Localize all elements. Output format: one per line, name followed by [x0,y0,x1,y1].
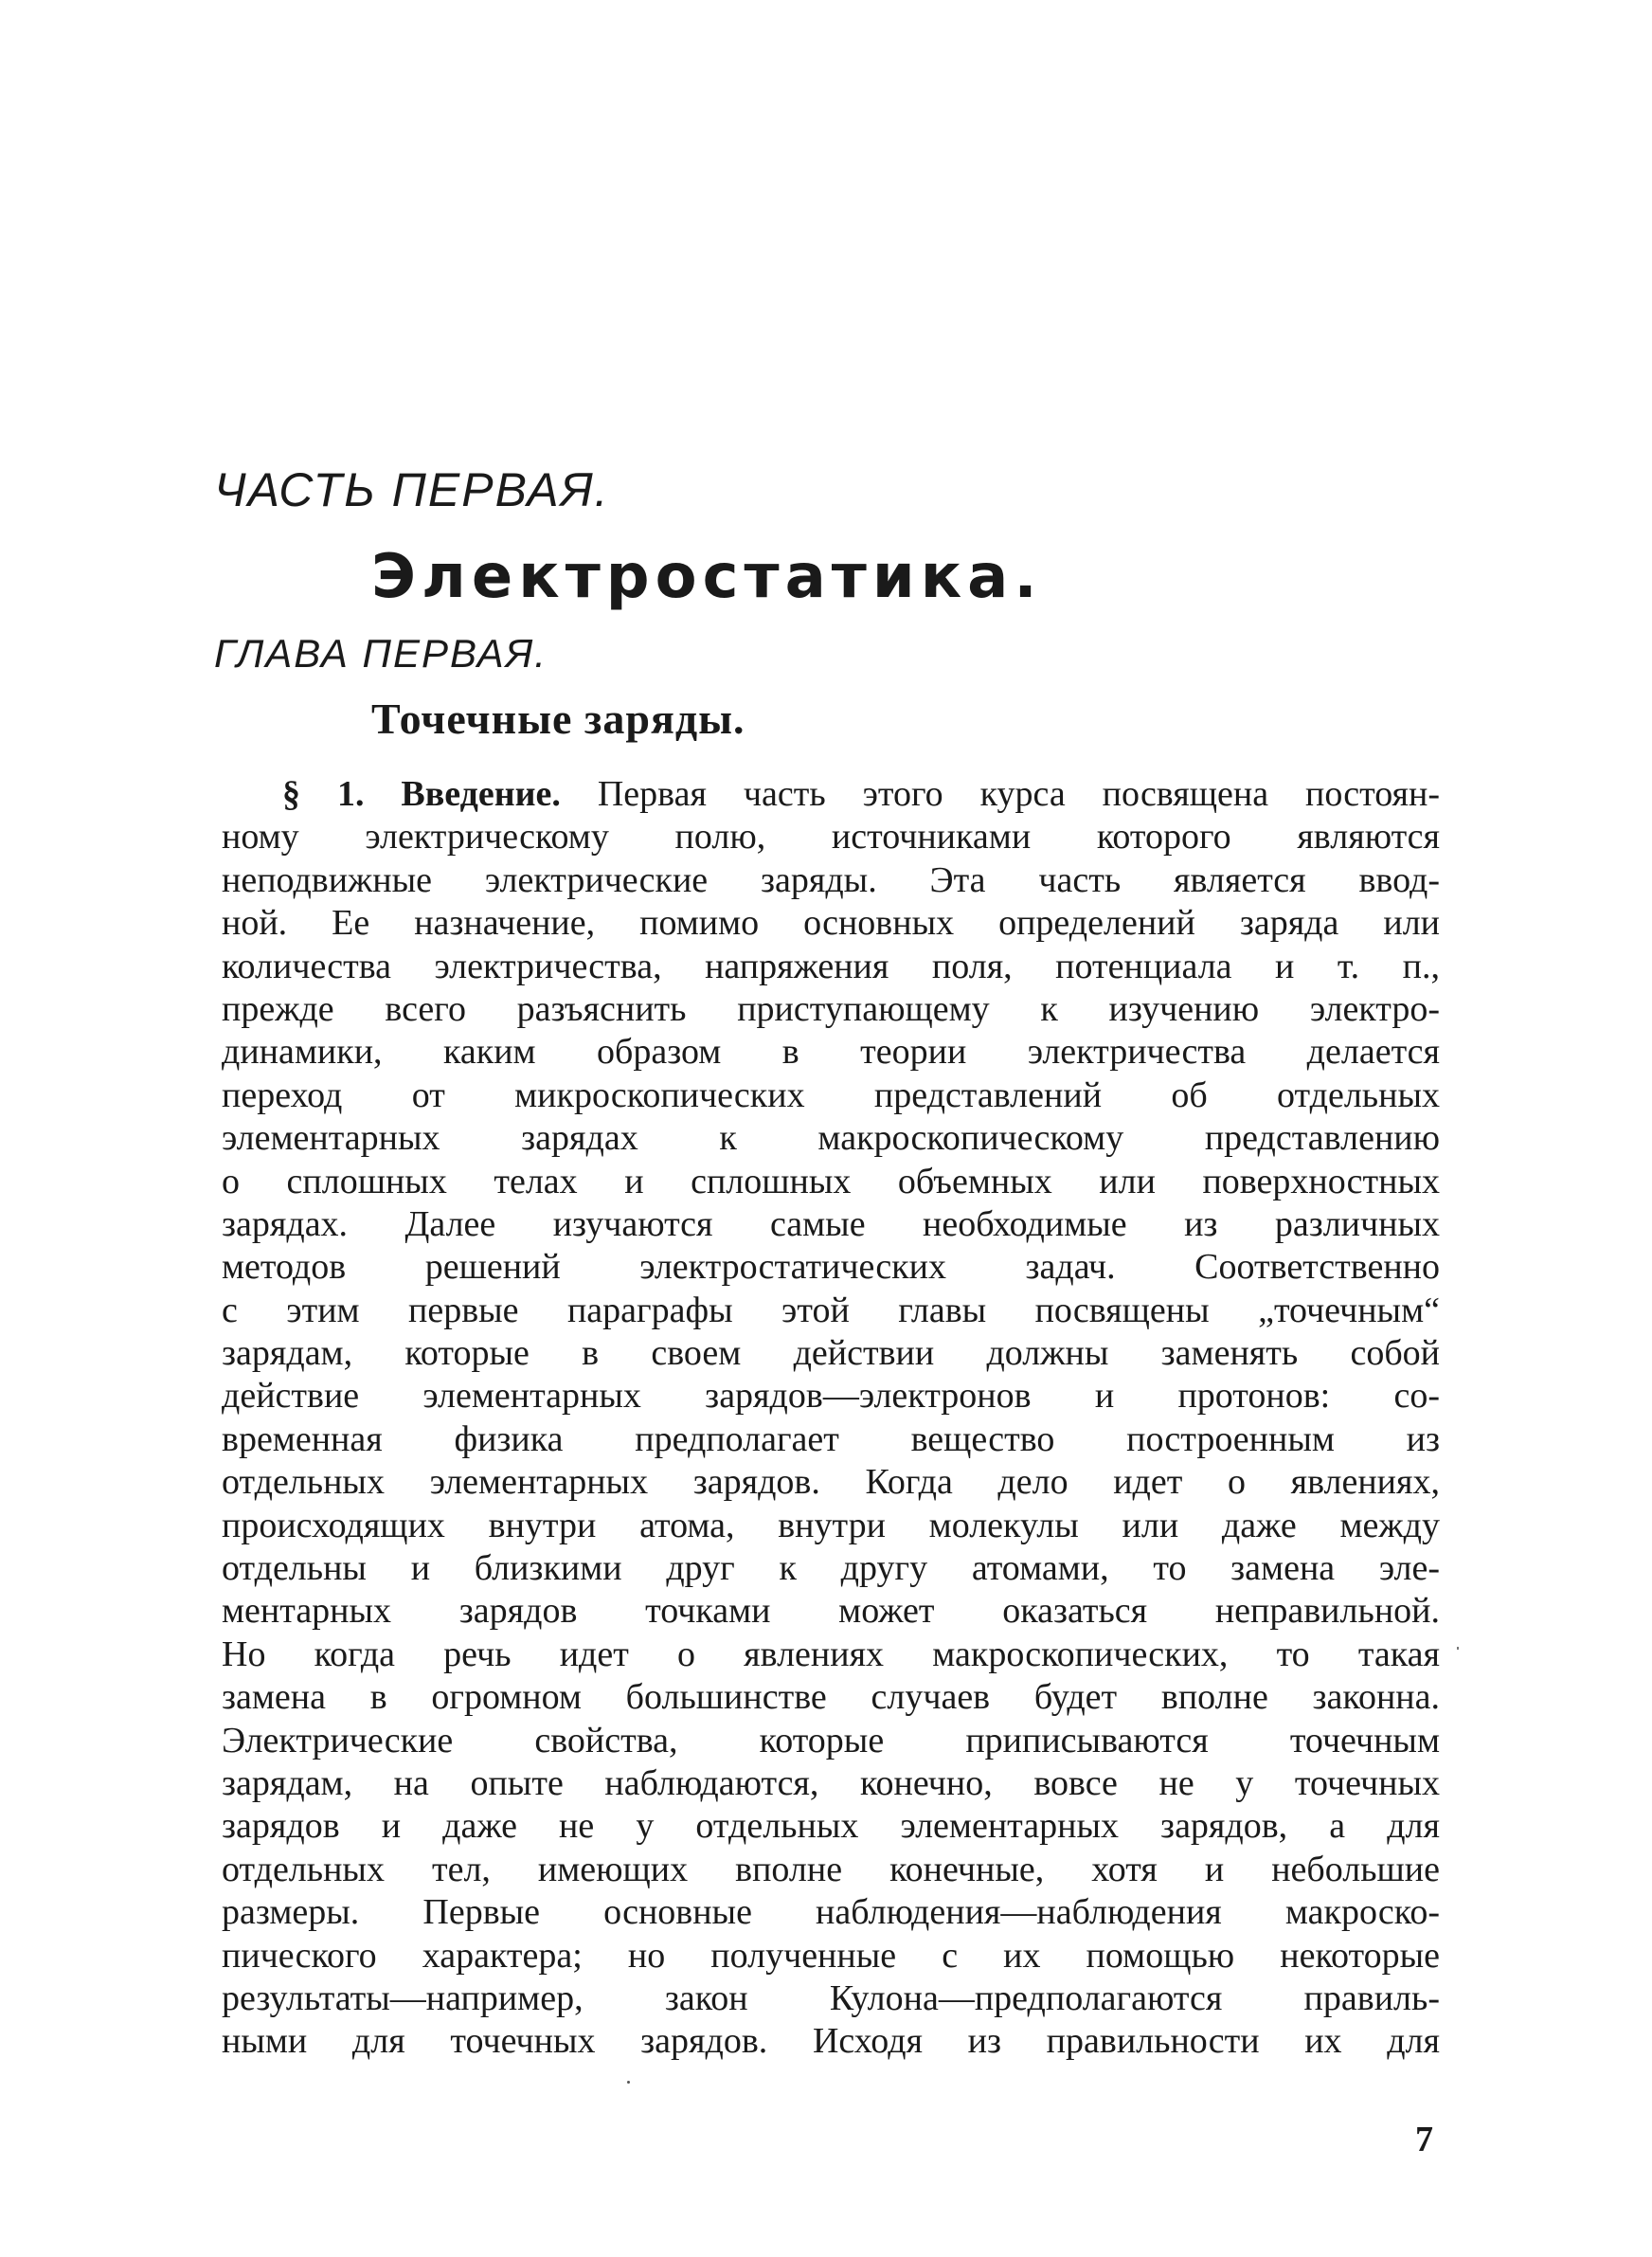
part-title: ЧАСТЬ ПЕРВАЯ. [214,463,610,516]
text-line: зарядах. Далее изучаются самые необходимые из различных [222,1203,1440,1244]
first-line-text: Первая часть этого курса посвящена постоян- [597,774,1441,814]
text-line: ными для точечных зарядов. Исходя из правильности их для [222,2021,1440,2062]
text-line: с этим первые параграфы этой главы посвящены „точечным“ [222,1290,1440,1330]
text-line: замена в огромном большинстве случаев будет вполне законна. [222,1677,1440,1718]
text-line: ментарных зарядов точками может оказаться неправильной. [222,1591,1440,1632]
text-line: прежде всего разъяснить приступающему к изучению электро- [222,988,1440,1029]
text-line: временная физика предполагает вещество построенным из [222,1418,1440,1459]
text-line: отдельных тел, имеющих вполне конечные, хотя и небольшие [222,1849,1440,1889]
text-line: Электрические свойства, которые приписываются точечным [222,1720,1440,1760]
print-speck [627,2081,630,2084]
paragraph-first-line [222,773,1440,816]
text-line: динамики, каким образом в теории электричества делается [222,1032,1440,1073]
text-line: зарядов и даже не у отдельных элементарных зарядов, а для [222,1806,1440,1847]
chapter-subtitle: Точечные заряды. [371,695,745,743]
print-speck [1457,1647,1459,1650]
main-title: Электростатика. [371,542,1043,612]
text-line: методов решений электростатических задач. Соответственно [222,1247,1440,1288]
text-line: ной. Ее назначение, помимо основных определений заряда или [222,903,1440,944]
section-body [222,773,1440,2064]
text-line: переход от микроскопических представлений об отдельных [222,1074,1440,1115]
text-line: пического характера; но полученные с их помощью некоторые [222,1935,1440,1976]
page-number: 7 [1415,2120,1433,2159]
text-line: количества электричества, напряжения поля, потенциала и т. п., [222,946,1440,986]
text-line: Но когда речь идет о явлениях макроскопических, то такая [222,1634,1440,1674]
text-line: отдельны и близкими друг к другу атомами, то замена эле- [222,1548,1440,1589]
text-line: размеры. Первые основные наблюдения—наблюдения макроско- [222,1892,1440,1933]
text-line: действие элементарных зарядов—электронов и протонов: со- [222,1376,1440,1417]
section-heading: § 1. Введение. [282,774,561,814]
text-line: зарядам, на опыте наблюдаются, конечно, вовсе не у точечных [222,1762,1440,1803]
text-line: происходящих внутри атома, внутри молекулы или даже между [222,1505,1440,1545]
chapter-title: ГЛАВА ПЕРВАЯ. [214,631,548,676]
text-line: зарядам, которые в своем действии должны заменять собой [222,1333,1440,1374]
text-line: элементарных зарядах к макроскопическому представлению [222,1118,1440,1159]
text-line: результаты—например, закон Кулона—предполагаются правиль- [222,1977,1440,2018]
text-line: ному электрическому полю, источниками которого являются [222,817,1440,858]
text-line: о сплошных телах и сплошных объемных или поверхностных [222,1161,1440,1201]
text-line: отдельных элементарных зарядов. Когда дело идет о явлениях, [222,1462,1440,1503]
text-line: неподвижные электрические заряды. Эта часть является ввод- [222,859,1440,900]
